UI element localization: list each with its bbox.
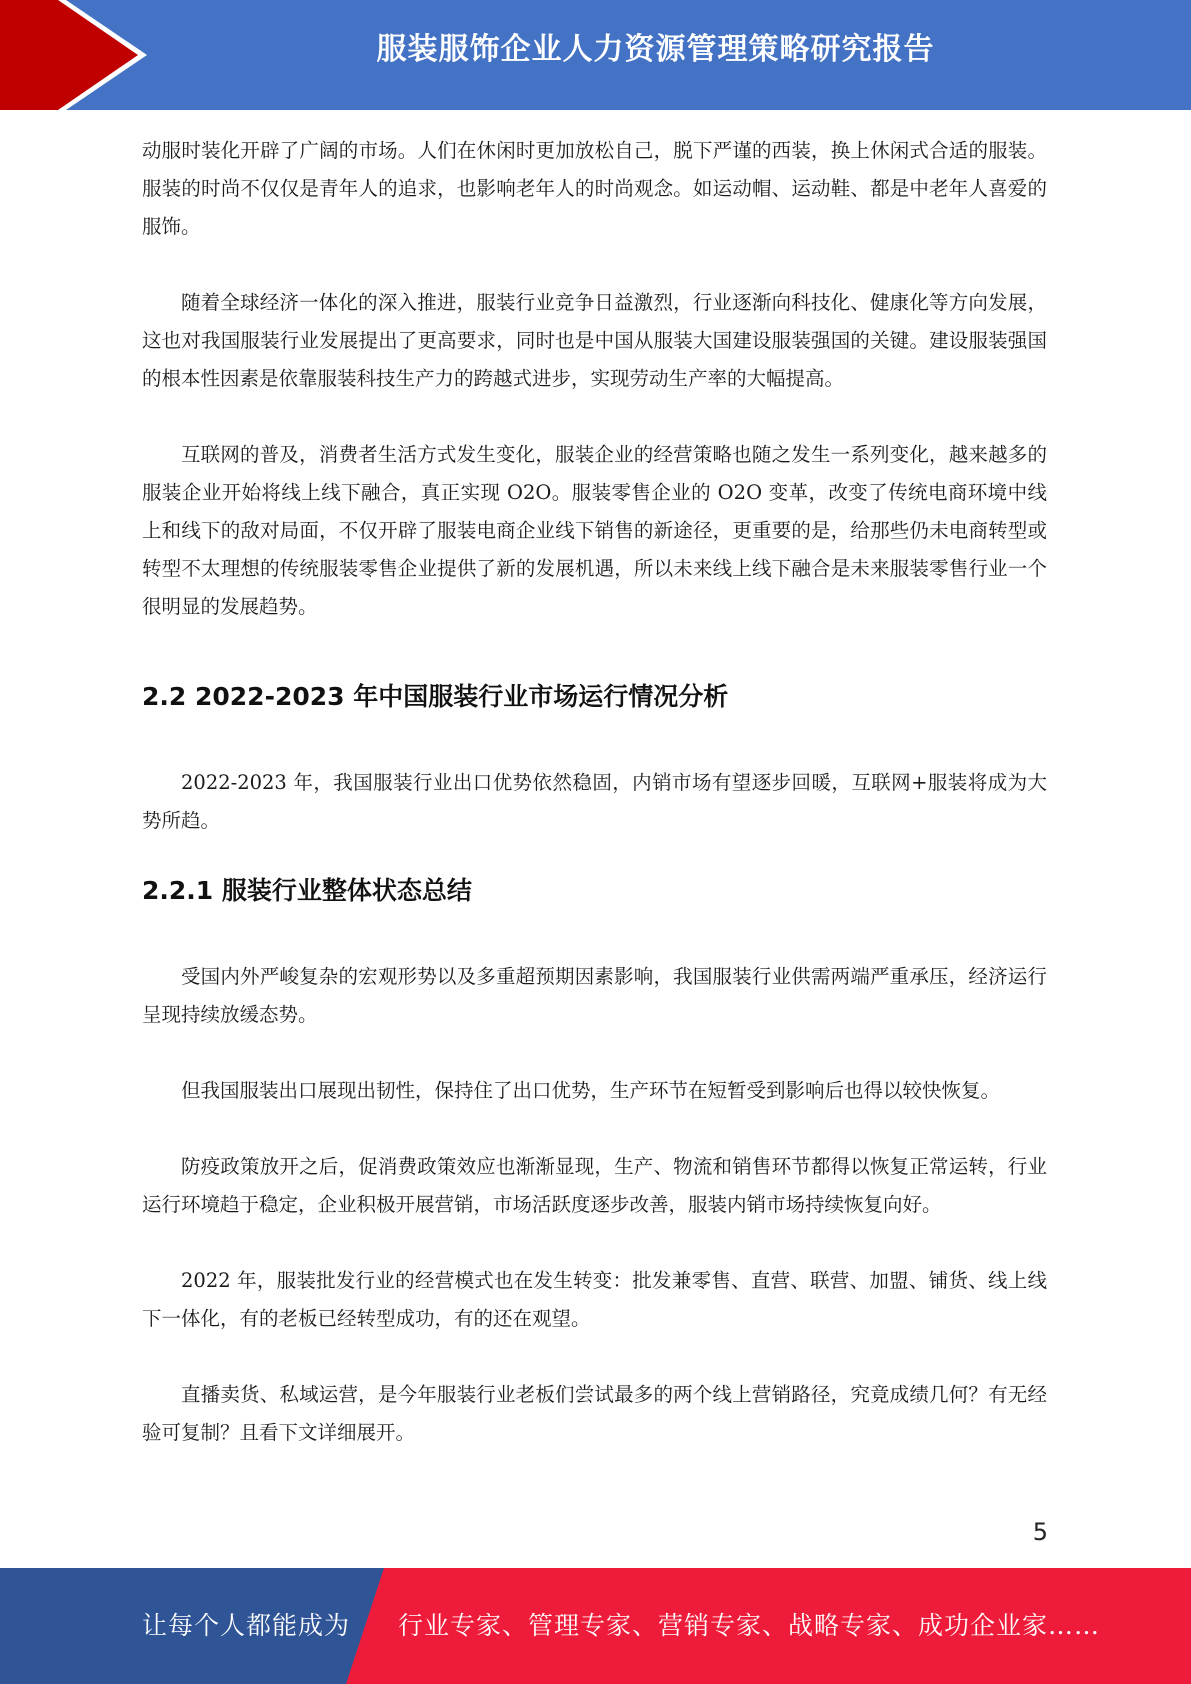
footer-slogan-right: 行业专家、管理专家、营销专家、战略专家、成功企业家…… [398, 1611, 1101, 1640]
page-content [142, 132, 1047, 1452]
paragraph: 直播卖货、私域运营，是今年服装行业老板们尝试最多的两个线上营销路径，究竟成绩几何？有无经验可复制？且看下文详细展开。 [142, 1383, 1047, 1444]
paragraph: 2022 年，服装批发行业的经营模式也在发生转变：批发兼零售、直营、联营、加盟、铺货、线上线下一体化，有的老板已经转型成功，有的还在观望。 [142, 1269, 1047, 1330]
document-title: 服装服饰企业人力资源管理策略研究报告 [376, 32, 935, 67]
paragraph: 动服时装化开辟了广阔的市场。人们在休闲时更加放松自己，脱下严谨的西装，换上休闲式合适的服装。服装的时尚不仅仅是青年人的追求，也影响老年人的时尚观念。如运动帽、运动鞋、都是中老年人喜爱的服饰。 [142, 139, 1047, 238]
page-footer [0, 1568, 1191, 1684]
page-header [0, 0, 1191, 110]
page-number: 5 [1032, 1518, 1048, 1546]
paragraph: 随着全球经济一体化的深入推进，服装行业竞争日益激烈，行业逐渐向科技化、健康化等方向发展，这也对我国服装行业发展提出了更高要求，同时也是中国从服装大国建设服装强国的关键。建设服装强国的根本性因素是依靠服装科技生产力的跨越式进步，实现劳动生产率的大幅提高。 [142, 291, 1047, 390]
paragraph: 防疫政策放开之后，促消费政策效应也渐渐显现，生产、物流和销售环节都得以恢复正常运转，行业运行环境趋于稳定，企业积极开展营销，市场活跃度逐步改善，服装内销市场持续恢复向好。 [142, 1155, 1047, 1216]
subsection-heading: 2.2.1 服装行业整体状态总结 [142, 876, 472, 905]
paragraph: 互联网的普及，消费者生活方式发生变化，服装企业的经营策略也随之发生一系列变化，越来越多的服装企业开始将线上线下融合，真正实现 O2O。服装零售企业的 O2O 变革，改变了传统电商环境中线上和线下的敌对局面，不仅开辟了服装电商企业线下销售的新途径，更重要的是，给那些仍未电商转型或转型不太理想的传统服装零售企业提供了新的发展机遇，所以未来线上线下融合是未来服装零售行业一个很明显的发展趋势。 [142, 443, 1047, 618]
footer-slogan-left: 让每个人都能成为 [142, 1611, 351, 1640]
paragraph: 但我国服装出口展现出韧性，保持住了出口优势，生产环节在短暂受到影响后也得以较快恢复。 [181, 1079, 1001, 1102]
section-heading: 2.2 2022-2023 年中国服装行业市场运行情况分析 [142, 682, 729, 711]
paragraph: 2022-2023 年，我国服装行业出口优势依然稳固，内销市场有望逐步回暖，互联网+服装将成为大势所趋。 [142, 771, 1047, 832]
paragraph: 受国内外严峻复杂的宏观形势以及多重超预期因素影响，我国服装行业供需两端严重承压，经济运行呈现持续放缓态势。 [142, 965, 1047, 1026]
